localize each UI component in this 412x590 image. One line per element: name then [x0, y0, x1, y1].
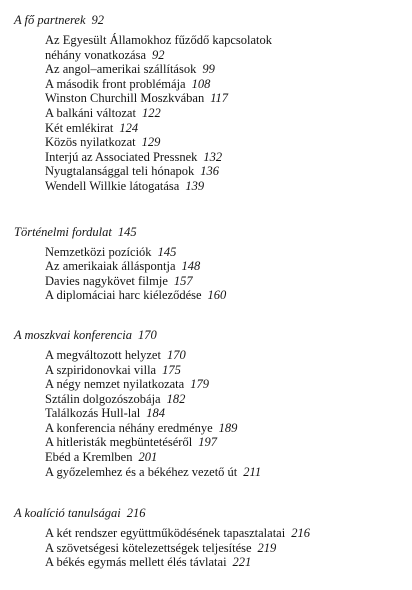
section-page-number: 170: [138, 327, 157, 342]
entry-page-number: 170: [166, 347, 186, 362]
entry-title: A győzelemhez és a békéhez vezető út: [45, 464, 238, 479]
toc-entry: [45, 421, 406, 436]
entry-page-number: 99: [202, 62, 215, 77]
entry-title: A második front problémája: [45, 76, 186, 91]
section-heading: [14, 12, 406, 29]
entry-page-number: 139: [185, 178, 205, 193]
toc-entry: [45, 526, 406, 541]
entry-title: A két rendszer együttműködésének tapasztalatai: [45, 526, 286, 541]
toc-entry: [45, 179, 406, 194]
toc-section: [14, 327, 406, 479]
toc-section: [14, 12, 406, 194]
entry-page-number: 117: [210, 91, 229, 106]
section-page-number: 216: [126, 506, 146, 521]
entry-title: Az angol–amerikai szállítások: [45, 62, 197, 77]
entry-page-number: 197: [198, 435, 217, 450]
entry-page-number: 108: [191, 76, 211, 91]
section-title: A fő partnerek: [14, 13, 86, 27]
toc-entry: [45, 541, 406, 556]
toc-section: [14, 505, 406, 570]
section-heading: [14, 505, 406, 522]
section-entries: [45, 348, 406, 479]
entry-page-number: 160: [207, 288, 227, 303]
entry-page-number: 136: [200, 164, 220, 179]
entry-title: Davies nagykövet filmje: [45, 273, 168, 288]
toc-entry: [45, 363, 406, 378]
entry-title: A diplomáciai harc kiéleződése: [45, 288, 202, 303]
toc-entry: [45, 91, 406, 106]
entry-page-number: 129: [141, 135, 161, 150]
toc-section: [14, 224, 406, 303]
entry-title: Nemzetközi pozíciók: [45, 244, 152, 259]
section-heading: [14, 224, 406, 241]
toc-entry: [45, 106, 406, 121]
entry-page-number: 124: [119, 120, 139, 135]
entry-title: Winston Churchill Moszkvában: [45, 91, 205, 106]
section-heading: [14, 327, 406, 344]
entry-page-number: 221: [232, 555, 252, 570]
entry-page-number: 189: [218, 420, 238, 435]
entry-title: A békés egymás mellett élés távlatai: [45, 555, 227, 570]
section-entries: [45, 526, 406, 570]
entry-page-number: 179: [190, 377, 209, 392]
toc-entry: [45, 377, 406, 392]
entry-title: A szövetségesi kötelezettségek teljesítése: [45, 540, 252, 555]
toc-entry: [45, 435, 406, 450]
entry-page-number: 201: [138, 450, 158, 465]
toc-entry: [45, 62, 406, 77]
toc-entry: [45, 555, 406, 570]
toc-entry: [45, 348, 406, 363]
entry-title: Ebéd a Kremlben: [45, 450, 133, 465]
entry-page-number: 145: [157, 244, 177, 259]
entry-page-number: 184: [146, 406, 166, 421]
toc-entry: [45, 48, 406, 63]
toc-entry: [45, 465, 406, 480]
toc-entry: [45, 406, 406, 421]
toc-entry: [45, 150, 406, 165]
entry-title: Wendell Willkie látogatása: [45, 178, 180, 193]
entry-title: Találkozás Hull-lal: [45, 406, 141, 421]
entry-page-number: 211: [243, 464, 262, 479]
entry-page-number: 122: [141, 105, 161, 120]
toc-entry: [45, 121, 406, 136]
entry-title: A négy nemzet nyilatkozata: [45, 377, 185, 392]
entry-title: A szpiridonovkai villa: [45, 362, 157, 377]
entry-title: A balkáni változat: [45, 105, 136, 120]
toc-entry: [45, 274, 406, 289]
entry-title: Sztálin dolgozószobája: [45, 391, 161, 406]
entry-page-number: 219: [257, 540, 277, 555]
toc-entry: [45, 164, 406, 179]
entry-page-number: 148: [181, 259, 201, 274]
entry-page-number: 132: [203, 149, 223, 164]
entry-page-number: 157: [173, 273, 193, 288]
entry-title: A hitleristák megbüntetéséről: [45, 435, 193, 450]
toc-entry: [45, 245, 406, 260]
entry-page-number: 182: [166, 391, 186, 406]
entry-title: néhány vonatkozása: [45, 47, 147, 62]
section-title: A koalíció tanulságai: [14, 506, 121, 521]
toc-entry: [45, 392, 406, 407]
entry-title: A konferencia néhány eredménye: [45, 420, 213, 435]
table-of-contents: [14, 12, 406, 590]
section-page-number: 92: [91, 13, 105, 27]
entry-title: Interjú az Associated Pressnek: [45, 149, 198, 164]
toc-entry: [45, 450, 406, 465]
entry-title: Nyugtalansággal teli hónapok: [45, 164, 195, 179]
toc-entry: [45, 259, 406, 274]
entry-title: A megváltozott helyzet: [45, 347, 161, 362]
entry-title: Az Egyesült Államokhoz fűződő kapcsolatok: [45, 33, 273, 47]
toc-entry: [45, 135, 406, 150]
entry-title: Az amerikaiak álláspontja: [45, 259, 176, 274]
entry-page-number: 92: [152, 47, 165, 62]
section-title: A moszkvai konferencia: [14, 327, 133, 342]
section-entries: [45, 245, 406, 303]
entry-page-number: 216: [291, 526, 310, 541]
entry-title: Közös nyilatkozat: [45, 135, 136, 150]
section-title: Történelmi fordulat: [14, 224, 112, 239]
section-page-number: 145: [117, 224, 137, 239]
section-entries: [45, 33, 406, 194]
toc-entry: [45, 77, 406, 92]
toc-entry: [45, 288, 406, 303]
entry-page-number: 175: [162, 362, 181, 377]
entry-title: Két emlékirat: [45, 120, 114, 135]
toc-entry: [45, 33, 406, 48]
